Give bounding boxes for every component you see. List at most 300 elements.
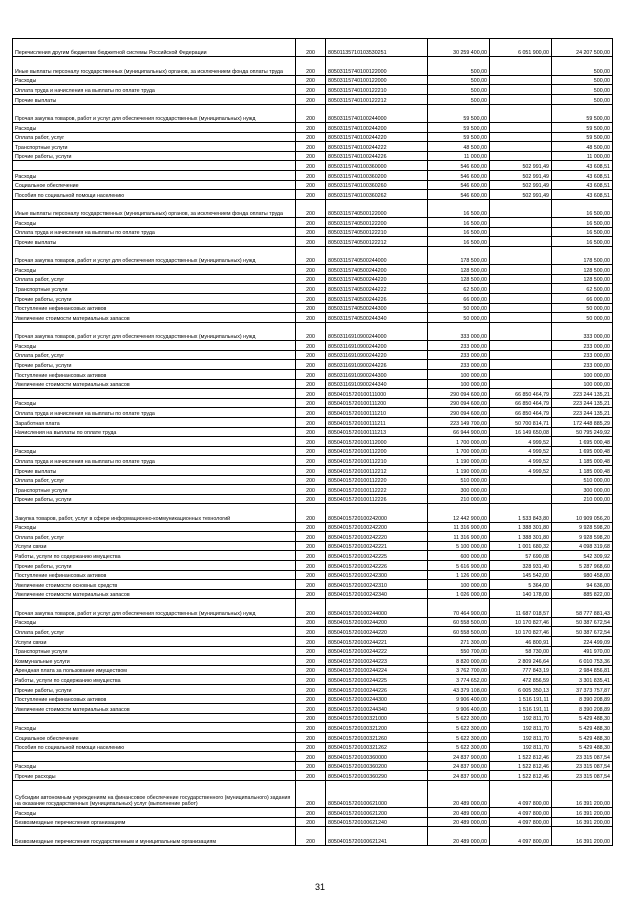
cell-unexecuted: 510 000,00	[552, 475, 613, 485]
cell-approved: 16 500,00	[428, 199, 490, 217]
cell-line-code: 200	[296, 94, 326, 104]
cell-executed	[490, 57, 552, 75]
cell-line-code: 200	[296, 104, 326, 122]
cell-approved: 290 094 600,00	[428, 398, 490, 408]
table-row	[13, 807, 613, 817]
cell-executed	[490, 370, 552, 380]
cell-approved: 550 700,00	[428, 646, 490, 656]
cell-name: Безвозмездные перечисления государственным и муниципальным организациям	[13, 827, 296, 845]
cell-name: Поступление нефинансовых активов	[13, 303, 296, 313]
cell-name: Заработная плата	[13, 417, 296, 427]
cell-executed: 6 051 900,00	[490, 39, 552, 57]
cell-line-code: 200	[296, 475, 326, 485]
cell-line-code: 200	[296, 807, 326, 817]
cell-approved: 43 379 108,00	[428, 685, 490, 695]
cell-line-code: 200	[296, 75, 326, 85]
cell-approved: 100 000,00	[428, 580, 490, 590]
cell-unexecuted: 5 429 488,30	[552, 732, 613, 742]
cell-name: Иные выплаты персоналу государственных (муниципальных) органов, за исключением фонда оплаты труда	[13, 57, 296, 75]
cell-line-code: 200	[296, 389, 326, 399]
cell-name: Услуги связи	[13, 637, 296, 647]
cell-unexecuted: 223 244 135,21	[552, 398, 613, 408]
cell-approved: 16 500,00	[428, 227, 490, 237]
cell-budget-code: 80504015720100244224	[326, 665, 428, 675]
cell-name: Поступление нефинансовых активов	[13, 370, 296, 380]
cell-budget-code: 80503115740100122000	[326, 75, 428, 85]
cell-executed: 502 991,49	[490, 170, 552, 180]
cell-budget-code: 80503115740500122200	[326, 218, 428, 228]
cell-line-code: 200	[296, 827, 326, 845]
cell-budget-code: 80501135710103530251	[326, 39, 428, 57]
table-row	[13, 437, 613, 447]
cell-name: Арендная плата за пользование имуществом	[13, 665, 296, 675]
table-row	[13, 522, 613, 532]
table-row	[13, 350, 613, 360]
cell-unexecuted: 333 000,00	[552, 322, 613, 340]
cell-name: Оплата работ, услуг	[13, 475, 296, 485]
cell-name: Поступление нефинансовых активов	[13, 570, 296, 580]
cell-name: Расходы	[13, 341, 296, 351]
cell-line-code: 200	[296, 180, 326, 190]
cell-name: Увеличение стоимости материальных запасов	[13, 704, 296, 714]
cell-line-code: 200	[296, 627, 326, 637]
cell-approved: 20 489 000,00	[428, 807, 490, 817]
cell-name: Расходы	[13, 218, 296, 228]
table-row	[13, 142, 613, 152]
cell-unexecuted: 5 429 488,30	[552, 723, 613, 733]
cell-executed: 192 811,70	[490, 732, 552, 742]
cell-approved: 1 126 000,00	[428, 570, 490, 580]
cell-budget-code: 80503115740100360000	[326, 161, 428, 171]
cell-executed	[490, 94, 552, 104]
cell-budget-code: 80503115740100360262	[326, 190, 428, 200]
cell-name: Прочие работы, услуги	[13, 685, 296, 695]
cell-line-code: 200	[296, 350, 326, 360]
cell-line-code: 200	[296, 817, 326, 827]
cell-line-code: 200	[296, 151, 326, 161]
cell-line-code: 200	[296, 132, 326, 142]
cell-budget-code: 80503116910900244226	[326, 360, 428, 370]
cell-approved: 8 820 000,00	[428, 656, 490, 666]
cell-approved: 100 000,00	[428, 370, 490, 380]
cell-executed: 46 800,91	[490, 637, 552, 647]
cell-line-code: 200	[296, 761, 326, 771]
cell-executed: 502 991,49	[490, 190, 552, 200]
cell-budget-code: 80504015720100244000	[326, 599, 428, 617]
cell-approved: 60 558 500,00	[428, 617, 490, 627]
cell-executed: 4 999,52	[490, 456, 552, 466]
cell-executed	[490, 142, 552, 152]
cell-executed: 57 690,08	[490, 551, 552, 561]
cell-line-code: 200	[296, 637, 326, 647]
cell-name: Транспортные услуги	[13, 284, 296, 294]
cell-approved: 59 500,00	[428, 104, 490, 122]
cell-name: Поступление нефинансовых активов	[13, 694, 296, 704]
cell-unexecuted: 16 500,00	[552, 218, 613, 228]
cell-name: Транспортные услуги	[13, 646, 296, 656]
cell-line-code: 200	[296, 190, 326, 200]
cell-name: Оплата работ, услуг	[13, 350, 296, 360]
cell-executed: 4 999,52	[490, 437, 552, 447]
cell-budget-code: 80504015720100244225	[326, 675, 428, 685]
cell-executed: 4 999,52	[490, 446, 552, 456]
table-row	[13, 190, 613, 200]
cell-approved: 290 094 600,00	[428, 389, 490, 399]
table-row	[13, 132, 613, 142]
cell-line-code: 200	[296, 551, 326, 561]
cell-approved: 11 000,00	[428, 151, 490, 161]
cell-unexecuted: 11 000,00	[552, 151, 613, 161]
cell-budget-code: 80504015720100242221	[326, 541, 428, 551]
cell-line-code: 200	[296, 504, 326, 522]
cell-budget-code: 80504015720100242340	[326, 589, 428, 599]
cell-unexecuted: 59 500,00	[552, 132, 613, 142]
cell-approved: 62 500,00	[428, 284, 490, 294]
cell-line-code: 200	[296, 446, 326, 456]
cell-unexecuted: 16 500,00	[552, 199, 613, 217]
cell-name: Расходы	[13, 265, 296, 275]
cell-approved: 100 000,00	[428, 379, 490, 389]
cell-name: Работы, услуги по содержанию имущества	[13, 675, 296, 685]
table-row	[13, 39, 613, 57]
cell-approved: 333 000,00	[428, 322, 490, 340]
cell-executed: 1 388 301,80	[490, 532, 552, 542]
cell-line-code: 200	[296, 199, 326, 217]
cell-executed: 2 809 246,64	[490, 656, 552, 666]
cell-budget-code: 80504015720100242225	[326, 551, 428, 561]
table-row	[13, 94, 613, 104]
cell-name: Прочие выплаты	[13, 237, 296, 247]
table-row	[13, 57, 613, 75]
cell-line-code: 200	[296, 694, 326, 704]
table-row	[13, 742, 613, 752]
table-row	[13, 485, 613, 495]
table-row	[13, 170, 613, 180]
cell-budget-code: 80504015720100621241	[326, 827, 428, 845]
table-row	[13, 656, 613, 666]
cell-unexecuted: 500,00	[552, 85, 613, 95]
cell-budget-code: 80503115740100244222	[326, 142, 428, 152]
cell-unexecuted: 16 391 200,00	[552, 817, 613, 827]
cell-executed	[490, 237, 552, 247]
cell-line-code: 200	[296, 294, 326, 304]
cell-budget-code: 80503115740500244222	[326, 284, 428, 294]
cell-executed: 1 001 680,32	[490, 541, 552, 551]
cell-approved: 5 622 300,00	[428, 732, 490, 742]
cell-budget-code: 80503115740500244300	[326, 303, 428, 313]
table-row	[13, 723, 613, 733]
cell-line-code: 200	[296, 284, 326, 294]
cell-executed: 472 856,59	[490, 675, 552, 685]
cell-approved: 48 500,00	[428, 142, 490, 152]
cell-approved: 20 489 000,00	[428, 817, 490, 827]
cell-name: Прочие работы, услуги	[13, 294, 296, 304]
cell-approved: 70 464 900,00	[428, 599, 490, 617]
table-row	[13, 417, 613, 427]
cell-budget-code: 80504015720100112220	[326, 475, 428, 485]
cell-executed	[490, 303, 552, 313]
cell-line-code: 200	[296, 465, 326, 475]
cell-name: Прочие выплаты	[13, 94, 296, 104]
cell-name: Безвозмездные перечисления организациям	[13, 817, 296, 827]
cell-executed: 5 364,00	[490, 580, 552, 590]
cell-executed	[490, 199, 552, 217]
cell-name: Прочая закупка товаров, работ и услуг для обеспечения государственных (муниципальных) нужд	[13, 322, 296, 340]
cell-name: Расходы	[13, 75, 296, 85]
cell-unexecuted: 43 608,51	[552, 170, 613, 180]
cell-budget-code: 80504015720100621000	[326, 780, 428, 807]
cell-budget-code: 80503116910900244300	[326, 370, 428, 380]
cell-budget-code: 80504015720100242220	[326, 532, 428, 542]
table-row	[13, 265, 613, 275]
cell-approved: 233 000,00	[428, 341, 490, 351]
cell-approved: 5 622 300,00	[428, 723, 490, 733]
cell-unexecuted: 5 287 968,60	[552, 561, 613, 571]
cell-budget-code: 80504015720100111200	[326, 398, 428, 408]
table-row	[13, 494, 613, 504]
table-row	[13, 675, 613, 685]
cell-unexecuted: 3 301 835,41	[552, 675, 613, 685]
cell-name: Расходы	[13, 170, 296, 180]
cell-name: Пособия по социальной помощи населению	[13, 742, 296, 752]
cell-budget-code: 80504015720100242000	[326, 504, 428, 522]
cell-approved: 290 094 600,00	[428, 408, 490, 418]
table-row	[13, 408, 613, 418]
cell-unexecuted: 1 695 000,48	[552, 446, 613, 456]
cell-name: Расходы	[13, 761, 296, 771]
cell-name: Оплата работ, услуг	[13, 132, 296, 142]
cell-unexecuted: 37 373 757,87	[552, 685, 613, 695]
cell-name: Прочая закупка товаров, работ и услуг для обеспечения государственных (муниципальных) нужд	[13, 246, 296, 264]
cell-line-code: 200	[296, 752, 326, 762]
cell-unexecuted: 100 000,00	[552, 370, 613, 380]
cell-name: Прочие работы, услуги	[13, 494, 296, 504]
cell-name: Пособия по социальной помощи населению	[13, 190, 296, 200]
cell-unexecuted: 542 309,92	[552, 551, 613, 561]
cell-executed: 4 097 800,00	[490, 780, 552, 807]
cell-approved: 546 600,00	[428, 161, 490, 171]
cell-unexecuted: 50 000,00	[552, 313, 613, 323]
cell-approved: 24 837 900,00	[428, 771, 490, 781]
cell-budget-code: 80503116910900244200	[326, 341, 428, 351]
table-row	[13, 313, 613, 323]
cell-unexecuted: 23 315 087,54	[552, 771, 613, 781]
cell-budget-code: 80503116910900244220	[326, 350, 428, 360]
cell-unexecuted: 16 391 200,00	[552, 807, 613, 817]
cell-unexecuted: 233 000,00	[552, 360, 613, 370]
cell-line-code: 200	[296, 427, 326, 437]
cell-approved: 233 000,00	[428, 360, 490, 370]
cell-unexecuted: 233 000,00	[552, 350, 613, 360]
cell-executed: 1 388 301,80	[490, 522, 552, 532]
cell-budget-code: 80504015720100242226	[326, 561, 428, 571]
cell-name: Расходы	[13, 617, 296, 627]
table-row	[13, 627, 613, 637]
cell-budget-code: 80503115740100244220	[326, 132, 428, 142]
cell-unexecuted: 1 185 000,48	[552, 465, 613, 475]
cell-name: Оплата труда и начисления на выплаты по оплате труда	[13, 227, 296, 237]
cell-executed	[490, 122, 552, 132]
cell-budget-code: 80503115740100244200	[326, 122, 428, 132]
table-row	[13, 75, 613, 85]
table-row	[13, 294, 613, 304]
cell-executed: 50 700 814,71	[490, 417, 552, 427]
cell-budget-code: 80503115740100360260	[326, 180, 428, 190]
table-row	[13, 817, 613, 827]
cell-executed: 502 991,49	[490, 180, 552, 190]
cell-budget-code: 80503115740500244340	[326, 313, 428, 323]
cell-line-code: 200	[296, 456, 326, 466]
cell-unexecuted: 43 608,51	[552, 190, 613, 200]
cell-approved: 3 762 700,00	[428, 665, 490, 675]
cell-budget-code: 80503115740100360200	[326, 170, 428, 180]
cell-unexecuted: 10 909 056,20	[552, 504, 613, 522]
cell-executed	[490, 485, 552, 495]
cell-line-code: 200	[296, 665, 326, 675]
cell-line-code: 200	[296, 485, 326, 495]
table-row	[13, 274, 613, 284]
cell-budget-code: 80504015720100360200	[326, 761, 428, 771]
table-row	[13, 237, 613, 247]
cell-unexecuted: 59 500,00	[552, 122, 613, 132]
cell-line-code: 200	[296, 771, 326, 781]
cell-budget-code: 80504015720100621240	[326, 817, 428, 827]
table-row	[13, 389, 613, 399]
cell-budget-code: 80504015720100111211	[326, 417, 428, 427]
cell-approved: 5 622 300,00	[428, 713, 490, 723]
cell-line-code: 200	[296, 494, 326, 504]
cell-unexecuted: 100 000,00	[552, 379, 613, 389]
cell-budget-code: 80504015720100112200	[326, 446, 428, 456]
table-row	[13, 637, 613, 647]
cell-budget-code: 80504015720100242200	[326, 522, 428, 532]
cell-unexecuted: 5 429 488,30	[552, 742, 613, 752]
table-row	[13, 218, 613, 228]
cell-budget-code: 80503115740100244226	[326, 151, 428, 161]
cell-line-code: 200	[296, 265, 326, 275]
cell-name: Коммунальные услуги	[13, 656, 296, 666]
table-row	[13, 599, 613, 617]
cell-line-code: 200	[296, 218, 326, 228]
cell-budget-code: 80504015720100244221	[326, 637, 428, 647]
cell-approved: 500,00	[428, 75, 490, 85]
cell-approved: 5 100 000,00	[428, 541, 490, 551]
cell-budget-code: 80503116910900244000	[326, 322, 428, 340]
cell-approved: 11 316 900,00	[428, 522, 490, 532]
cell-executed	[490, 494, 552, 504]
cell-executed: 777 843,19	[490, 665, 552, 675]
table-row	[13, 427, 613, 437]
table-row	[13, 694, 613, 704]
cell-unexecuted: 66 000,00	[552, 294, 613, 304]
cell-executed: 1 522 812,46	[490, 752, 552, 762]
budget-execution-table	[12, 38, 612, 846]
cell-name: Прочие расходы	[13, 771, 296, 781]
table-row	[13, 370, 613, 380]
cell-unexecuted: 233 000,00	[552, 341, 613, 351]
cell-executed: 11 687 018,57	[490, 599, 552, 617]
cell-budget-code: 80504015720100244300	[326, 694, 428, 704]
cell-approved: 60 558 500,00	[428, 627, 490, 637]
cell-name: Расходы	[13, 723, 296, 733]
cell-approved: 20 489 000,00	[428, 780, 490, 807]
table-row	[13, 561, 613, 571]
cell-budget-code: 80504015720100244200	[326, 617, 428, 627]
cell-name	[13, 161, 296, 171]
table-row	[13, 617, 613, 627]
cell-budget-code: 80504015720100244226	[326, 685, 428, 695]
cell-unexecuted: 224 499,09	[552, 637, 613, 647]
cell-unexecuted: 43 608,51	[552, 161, 613, 171]
cell-executed	[490, 265, 552, 275]
table-row	[13, 151, 613, 161]
cell-budget-code: 80503115740500122210	[326, 227, 428, 237]
cell-name: Перечисления другим бюджетам бюджетной системы Российской Федерации	[13, 39, 296, 57]
cell-approved: 16 500,00	[428, 218, 490, 228]
cell-name: Увеличение стоимости материальных запасов	[13, 313, 296, 323]
cell-unexecuted: 4 098 319,68	[552, 541, 613, 551]
table-row	[13, 551, 613, 561]
cell-unexecuted: 5 429 488,30	[552, 713, 613, 723]
cell-unexecuted: 48 500,00	[552, 142, 613, 152]
cell-name: Работы, услуги по содержанию имущества	[13, 551, 296, 561]
table-row	[13, 284, 613, 294]
cell-executed: 328 931,40	[490, 561, 552, 571]
cell-line-code: 200	[296, 742, 326, 752]
cell-budget-code: 80503115740100122212	[326, 94, 428, 104]
cell-budget-code: 80504015720100111213	[326, 427, 428, 437]
cell-budget-code: 80504015720100360000	[326, 752, 428, 762]
table-row	[13, 398, 613, 408]
cell-budget-code: 80504015720100112210	[326, 456, 428, 466]
cell-name: Социальное обеспечение	[13, 180, 296, 190]
table-row	[13, 161, 613, 171]
cell-name: Увеличение стоимости материальных запасов	[13, 379, 296, 389]
cell-budget-code: 80504015720100621200	[326, 807, 428, 817]
cell-executed: 4 999,52	[490, 465, 552, 475]
cell-approved: 300 000,00	[428, 485, 490, 495]
cell-line-code: 200	[296, 122, 326, 132]
cell-line-code: 200	[296, 580, 326, 590]
cell-budget-code: 80504015720100112222	[326, 485, 428, 495]
cell-name: Услуги связи	[13, 541, 296, 551]
cell-unexecuted: 8 390 208,89	[552, 704, 613, 714]
cell-unexecuted: 62 500,00	[552, 284, 613, 294]
cell-line-code: 200	[296, 780, 326, 807]
page-number: 31	[314, 882, 325, 892]
cell-line-code: 200	[296, 617, 326, 627]
cell-name: Оплата труда и начисления на выплаты по оплате труда	[13, 456, 296, 466]
cell-line-code: 200	[296, 570, 326, 580]
table-row	[13, 379, 613, 389]
cell-unexecuted: 210 000,00	[552, 494, 613, 504]
table-row	[13, 589, 613, 599]
cell-line-code: 200	[296, 360, 326, 370]
table-row	[13, 732, 613, 742]
cell-unexecuted: 23 315 087,54	[552, 752, 613, 762]
cell-line-code: 200	[296, 39, 326, 57]
cell-approved: 128 500,00	[428, 274, 490, 284]
cell-name: Прочие работы, услуги	[13, 561, 296, 571]
cell-approved: 500,00	[428, 57, 490, 75]
cell-executed	[490, 246, 552, 264]
table-row	[13, 646, 613, 656]
cell-executed	[490, 227, 552, 237]
cell-approved: 20 489 000,00	[428, 827, 490, 845]
cell-line-code: 200	[296, 704, 326, 714]
cell-approved: 128 500,00	[428, 265, 490, 275]
table-row	[13, 180, 613, 190]
